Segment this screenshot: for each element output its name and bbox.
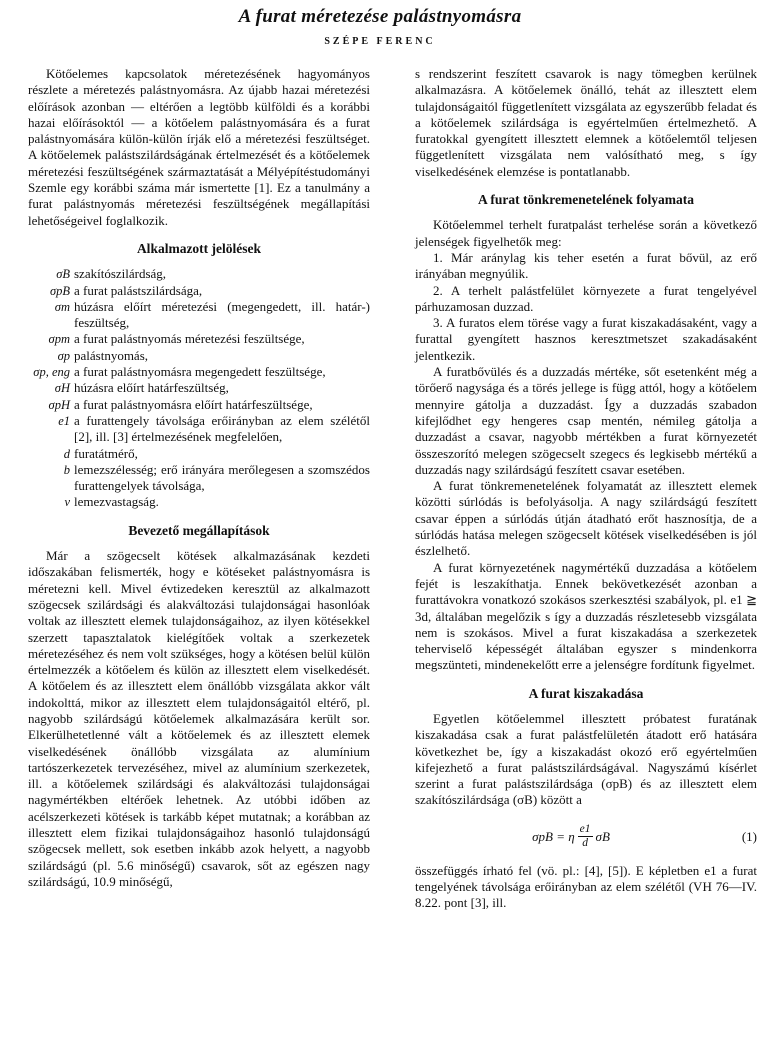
notation-text: lemezszélesség; erő irányára merőlegesen a szomszédos furattengelyek távolsága, <box>74 461 370 494</box>
tearout-paragraph-2: összefüggés írható fel (vö. pl.: [4], [5]). E képletben e1 a furat tengelyének távolsága erőirányban az elem szélétől (VH 76—IV. 8.22. pont [3], ill. <box>415 862 757 911</box>
notation-item <box>28 446 370 462</box>
notation-list <box>28 266 370 510</box>
failure-heading: A furat tönkremenetelének folyamata <box>477 192 695 208</box>
failure-list-item: 3. A furatos elem törése vagy a furat kiszakadásaként, vagy a furattal gyengített hasznos keresztmetszet szakadásaként jelentkezik. <box>415 315 757 363</box>
notation-symbol: d <box>63 446 70 461</box>
notation-text: a furat palástnyomás méretezési feszültsége, <box>74 331 305 347</box>
equation-1 <box>415 819 757 855</box>
right-column <box>415 66 757 912</box>
notation-symbol: σm <box>54 299 70 314</box>
intro-heading: Bevezető megállapítások <box>128 522 270 538</box>
equation-fraction <box>578 823 593 850</box>
notation-text: húzásra előírt határfeszültség, <box>74 380 229 396</box>
intro-paragraph: Kötőelemes kapcsolatok méretezésének hagyományos részlete a méretezés palástnyomásra. Az újabb hazai méretezési előírások azonban — eltérően a legtöbb külföldi és a korábbi hazai előírásoktól — a kötőelem palástnyomására és a furat palástnyomására külön-külön írják elő a méretezési feszültséget. A kötőelemek palástszilárdságának értelmezését és a kötőelemek méretezési feszültségének származtatását a Mélyépítéstudományi Szemle egy korábbi száma már ismertette [1]. Ez a tanulmány a furat palástnyomás méretezési feszültségének megállapítási lehetőségeivel foglalkozik. <box>28 66 370 228</box>
notation-item <box>28 299 370 332</box>
failure-paragraph-1: Kötőelemmel terhelt furatpalást terhelése során a következő jelenségek figyelhetők meg: <box>415 217 757 249</box>
fraction-denominator: d <box>582 837 588 850</box>
article-author: SZÉPE FERENC <box>324 36 436 47</box>
notation-symbol: σp <box>57 348 70 363</box>
notation-symbol: σpB <box>49 283 70 298</box>
notation-item <box>28 348 370 364</box>
failure-paragraph-4: A furat környezetének nagymértékű duzzadása a kötőelem fejét is leszakíthatja. Ennek bekövetkezését azonban a furattávokra vonatkozó szokásos szerkesztési szabályok, pl. e1 ≧ 3d, általában megelőzik s így a duzzadás részletesebb vizsgálata nem is szokásos. Mivel a furat kiszakadása a szerkezetek teherviselő képességét általában egyszer s mindenkorra megszünteti, mindenekelőtt erre a jelenségre fordítunk figyelmet. <box>415 559 757 673</box>
notation-text: furatátmérő, <box>74 445 138 461</box>
left-column <box>28 66 370 890</box>
notation-symbol: v <box>64 495 70 510</box>
notation-text: húzásra előírt méretezési (megengedett, ill. határ-) feszültség, <box>74 298 370 331</box>
notation-item <box>28 397 370 413</box>
notation-symbol: b <box>63 462 70 477</box>
failure-list-item: 2. A terhelt palástfelület környezete a furat tengelyével párhuzamosan duzzad. <box>415 282 757 314</box>
continued-paragraph: s rendszerint feszített csavarok is nagy tömegben kerülnek alkalmazásra. A kötőelemek önálló, tehát az illesztett elem tulajdonságaitól függetlenített vizsgálata az egyszerűbb feladat és a kötőelemek szilárdsága is egyértelműen értelmezhető. A furatokkal gyengített illesztett elemnek a kötőelemtől teljesen függetlenített vizsgálata nem valósítható meg, s így viselkedésének elemzése is pontatlanabb. <box>415 66 757 179</box>
notation-symbol: e1 <box>58 413 70 428</box>
notation-text: a furat palástnyomásra előírt határfeszültsége, <box>74 396 313 412</box>
equation-lhs: σpB = η <box>532 828 575 844</box>
notation-item <box>28 462 370 495</box>
notation-text: palástnyomás, <box>74 347 149 363</box>
intro-body-paragraph: Már a szögecselt kötések alkalmazásának kezdeti időszakában felismerték, hogy e kötéseket palástnyomásra is méretezni kell. Mivel évtizedeken keresztül az alkalmazott szögecsek szilárdsági és alakváltozási tulajdonságai hasonlóak voltak az illesztett elemek tulajdonságaihoz, az ilyen kötésekkel szerzett tapasztalatok kielégítőek voltak a szerkezetek méretezéséhez és nem volt szükséges, hogy a kötésen belül külön értelmezzék a kötőelem és külön az illesztett elem viselkedését. A kötőelem és az illesztett elem önállóbb vizsgálata akkor vált indokolttá, mikor az illesztett elem tulajdonságaitól eltérő, pl. nagyobb szilárdságú kötőelemek alkalmazására került sor. Elkerülhetetlenné vált a kötőelemek és az illesztett elemek viselkedésének önállóbb vizsgálata az alumínium tartószerkezetek tervezéséhez, mivel az alumínium szerkezetek, ill. a kötőelemek szilárdsági és alakváltozási tulajdonságai nagymértékben eltérőek lehetnek. Az utóbbi időben az acélszerkezeti kötések is tarkább képet mutatnak; a korábban az illesztett elem fizikai tulajdonságaihoz hasonló tulajdonságú szögecsek mellett, sok esetben inkább azok helyett, a nagyobb szilárdságú (pl. 5.6 minőségű) csavarok, sőt az egészen nagy szilárdságú, 10.9 minőségű, <box>28 548 370 889</box>
notation-item <box>28 380 370 396</box>
failure-paragraph-2: A furatbővülés és a duzzadás mértéke, sőt esetenként még a törőerő nagysága és a törés jellege is függ attól, hogy a kötőelem mennyire gátolja a duzzadást. Így a duzzadás szabadon kifejlődhet egy hengeres csap mentén, némileg gátolja a duzzadást a csavar, nagyobb mértékben a furat környezetét összeszorító melegen szögecselt szegecs és legkisebb mértékű a duzzadás nagy szilárdságú feszített csavar esetében. <box>415 364 757 477</box>
notation-symbol: σH <box>54 381 70 396</box>
notation-item <box>28 331 370 347</box>
equation-rhs: σB <box>595 828 610 844</box>
notation-symbol: σB <box>56 267 70 282</box>
failure-list-item: 1. Már aránylag kis teher esetén a furat bővül, az erő irányában megnyúlik. <box>415 249 757 282</box>
tearout-paragraph-1: Egyetlen kötőelemmel illesztett próbatest furatának kiszakadása csak a furat palástfelületén átadott erő hatására következhet be, így a kiszakadást okozó erő egyértelműen kifejezhető a furat palástszilárdságával. Nagyszámú kísérlet szerint a furat palástszilárdsága (σpB) és az illesztett elem szakítószilárdsága (σB) között a <box>415 710 757 808</box>
tearout-heading: A furat kiszakadása <box>528 685 644 701</box>
article-title: A furat méretezése palástnyomásra <box>238 6 522 27</box>
notation-heading: Alkalmazott jelölések <box>136 240 262 256</box>
notation-item <box>28 364 370 380</box>
notation-text: a furattengely távolsága erőirányban az elem szélétől [2], ill. [3] értelmezésének megfelelően, <box>74 412 370 445</box>
notation-text: lemezvastagság. <box>74 494 159 510</box>
notation-text: a furat palástszilárdsága, <box>74 282 203 298</box>
equation-formula <box>415 823 727 850</box>
notation-item <box>28 413 370 446</box>
equation-number: (1) <box>741 828 757 844</box>
notation-symbol: σpm <box>48 332 70 347</box>
notation-item <box>28 283 370 299</box>
notation-text: a furat palástnyomásra megengedett feszültsége, <box>74 364 326 380</box>
notation-symbol: σp, eng <box>33 365 70 380</box>
notation-text: szakítószilárdság, <box>74 266 167 282</box>
notation-symbol: σpH <box>48 397 70 412</box>
notation-item <box>28 494 370 510</box>
notation-item <box>28 266 370 282</box>
fraction-numerator: e1 <box>579 823 591 836</box>
failure-paragraph-3: A furat tönkremenetelének folyamatát az illesztett elemek közötti súrlódás is befolyásolja. A nagy szilárdságú feszített csavar éppen a súrlódás útján átadható erőt hasznosítja, de a súrlódás hatása melegen szögecselt kötések viselkedésében is jól észlelhető. <box>415 478 757 559</box>
